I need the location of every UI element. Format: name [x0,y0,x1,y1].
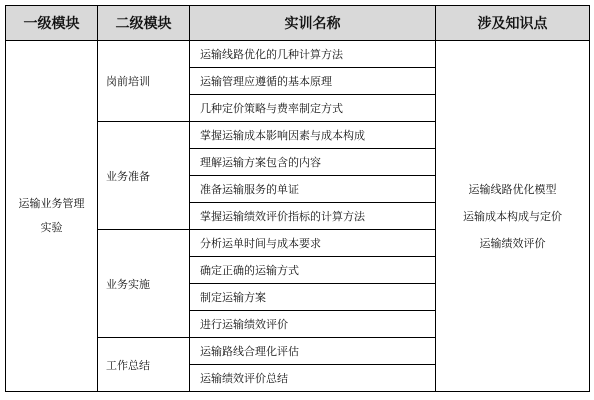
training-task-cell: 制定运输方案 [190,284,436,311]
training-task-cell: 运输绩效评价总结 [190,365,436,392]
knowledge-point: 运输绩效评价 [479,236,546,250]
training-task-cell: 掌握运输成本影响因素与成本构成 [190,122,436,149]
training-task-cell: 几种定价策略与费率制定方式 [190,95,436,122]
header-training-name: 实训名称 [190,6,436,41]
training-task-cell: 进行运输绩效评价 [190,311,436,338]
knowledge-points-cell [436,41,590,392]
training-task-cell: 准备运输服务的单证 [190,176,436,203]
training-task-cell: 运输管理应遵循的基本原理 [190,68,436,95]
table-row [6,41,590,68]
curriculum-table [5,5,590,392]
knowledge-point: 运输成本构成与定价 [463,209,562,223]
level2-module-cell: 工作总结 [98,338,190,392]
level1-module-cell [6,41,98,392]
training-task-cell: 掌握运输绩效评价指标的计算方法 [190,203,436,230]
level1-module-line: 运输业务管理 [18,197,85,210]
knowledge-point: 运输线路优化模型 [468,182,557,196]
header-row [6,6,590,41]
header-level2-module: 二级模块 [98,6,190,41]
level2-module-cell: 业务准备 [98,122,190,230]
training-task-cell: 理解运输方案包含的内容 [190,149,436,176]
training-task-cell: 运输线路优化的几种计算方法 [190,41,436,68]
level1-module-line: 实验 [40,221,63,234]
level2-module-cell: 岗前培训 [98,41,190,122]
training-task-cell: 分析运单时间与成本要求 [190,230,436,257]
header-level1-module: 一级模块 [6,6,98,41]
training-task-cell: 运输路线合理化评估 [190,338,436,365]
training-task-cell: 确定正确的运输方式 [190,257,436,284]
header-knowledge-points: 涉及知识点 [436,6,590,41]
level2-module-cell: 业务实施 [98,230,190,338]
